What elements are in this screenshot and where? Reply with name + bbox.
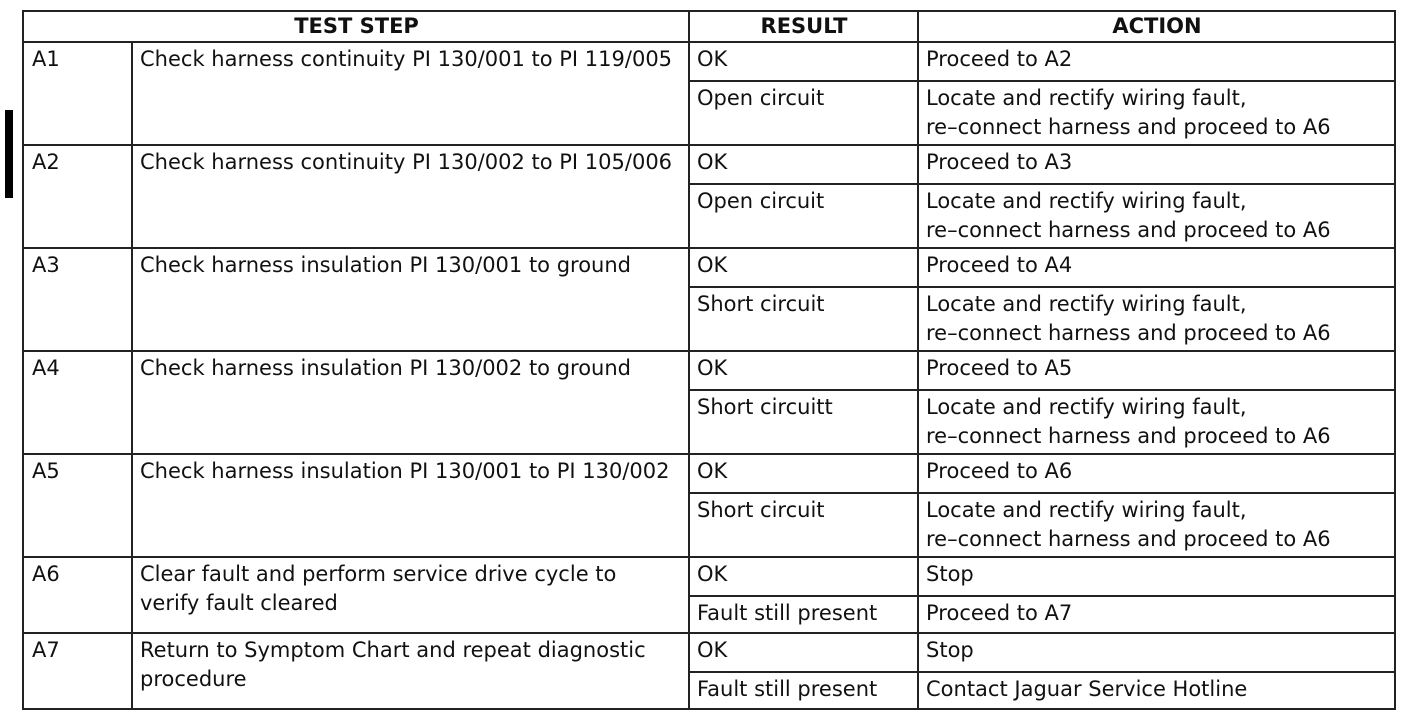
table-row: [23, 145, 1395, 184]
table-row: [23, 42, 1395, 81]
header-result: RESULT: [689, 11, 918, 42]
step-description: Check harness insulation PI 130/002 to ground: [132, 351, 689, 454]
header-test-step: TEST STEP: [23, 11, 689, 42]
step-description: Check harness insulation PI 130/001 to PI 130/002: [132, 454, 689, 557]
action-cell: Locate and rectify wiring fault, re–connect harness and proceed to A6: [918, 390, 1395, 454]
action-cell: Stop: [918, 633, 1395, 672]
step-id: A4: [23, 351, 132, 454]
result-cell: Fault still present: [689, 596, 918, 633]
action-cell: Contact Jaguar Service Hotline: [918, 672, 1395, 709]
step-description: Check harness continuity PI 130/001 to PI 119/005: [132, 42, 689, 145]
step-description: Check harness continuity PI 130/002 to PI 105/006: [132, 145, 689, 248]
step-id: A1: [23, 42, 132, 145]
result-cell: Open circuit: [689, 81, 918, 145]
diagnostic-test-table: [22, 10, 1396, 710]
action-cell: Proceed to A3: [918, 145, 1395, 184]
action-cell: Locate and rectify wiring fault, re–connect harness and proceed to A6: [918, 184, 1395, 248]
result-cell: Short circuitt: [689, 390, 918, 454]
step-description: Check harness insulation PI 130/001 to ground: [132, 248, 689, 351]
table-row: [23, 557, 1395, 596]
action-cell: Stop: [918, 557, 1395, 596]
result-cell: OK: [689, 454, 918, 493]
table-row: [23, 633, 1395, 672]
step-id: A7: [23, 633, 132, 709]
table-row: [23, 351, 1395, 390]
table-row: [23, 248, 1395, 287]
step-id: A6: [23, 557, 132, 633]
result-cell: Fault still present: [689, 672, 918, 709]
header-action: ACTION: [918, 11, 1395, 42]
action-cell: Proceed to A5: [918, 351, 1395, 390]
step-id: A3: [23, 248, 132, 351]
action-cell: Locate and rectify wiring fault, re–connect harness and proceed to A6: [918, 493, 1395, 557]
result-cell: Short circuit: [689, 493, 918, 557]
result-cell: OK: [689, 557, 918, 596]
table-header-row: [23, 11, 1395, 42]
result-cell: OK: [689, 145, 918, 184]
action-cell: Proceed to A6: [918, 454, 1395, 493]
step-id: A2: [23, 145, 132, 248]
action-cell: Proceed to A4: [918, 248, 1395, 287]
step-description: Return to Symptom Chart and repeat diagnostic procedure: [132, 633, 689, 709]
action-cell: Locate and rectify wiring fault, re–connect harness and proceed to A6: [918, 287, 1395, 351]
step-description: Clear fault and perform service drive cycle to verify fault cleared: [132, 557, 689, 633]
result-cell: Short circuit: [689, 287, 918, 351]
result-cell: OK: [689, 633, 918, 672]
action-cell: Proceed to A2: [918, 42, 1395, 81]
table-row: [23, 454, 1395, 493]
step-id: A5: [23, 454, 132, 557]
result-cell: OK: [689, 351, 918, 390]
revision-change-bar: [5, 110, 13, 198]
action-cell: Locate and rectify wiring fault, re–connect harness and proceed to A6: [918, 81, 1395, 145]
result-cell: OK: [689, 42, 918, 81]
action-cell: Proceed to A7: [918, 596, 1395, 633]
result-cell: Open circuit: [689, 184, 918, 248]
result-cell: OK: [689, 248, 918, 287]
